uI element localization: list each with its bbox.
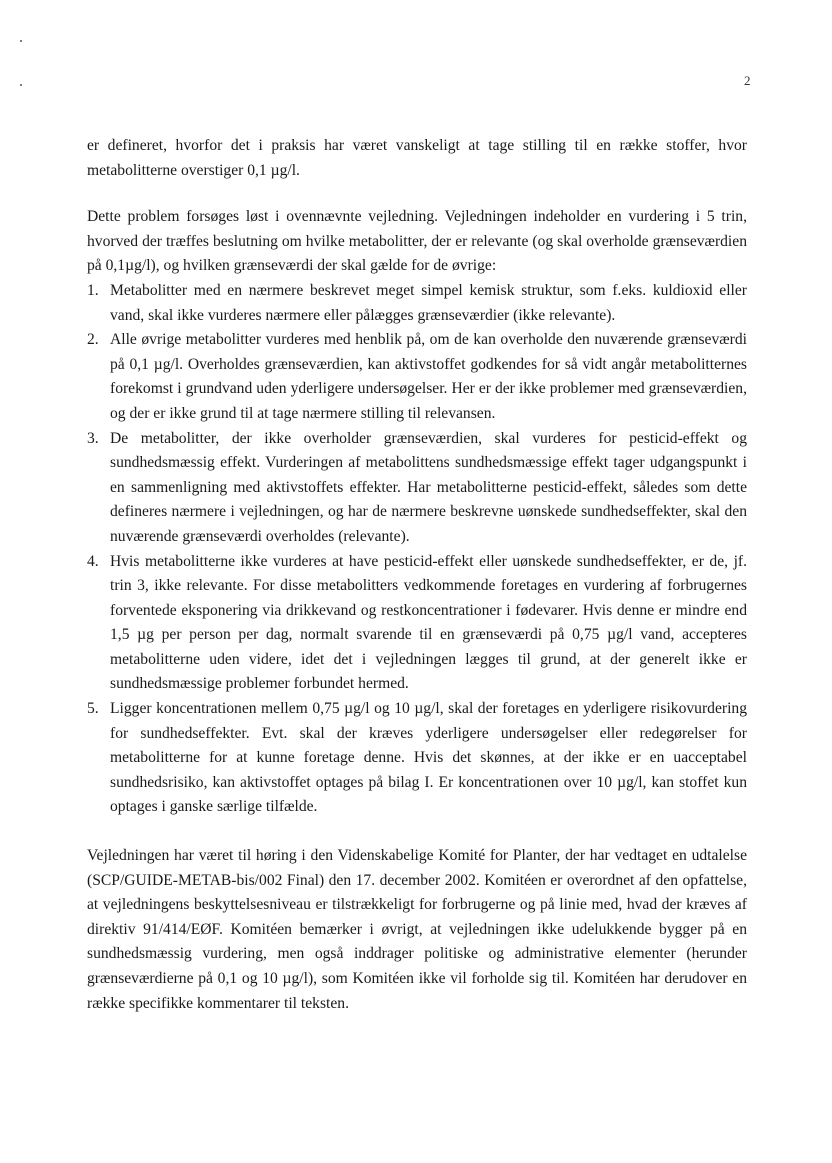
step-number: 4. (87, 552, 99, 570)
document-body (87, 134, 747, 1016)
step-number: 3. (87, 429, 99, 447)
list-item-step-1 (87, 279, 747, 328)
scan-speck-middle (20, 84, 22, 86)
step-text: Alle øvrige metabolitter vurderes med henblik på, om de kan overholde den nuværende grænseværdi på 0,1 µg/l. Overholdes grænseværdien, kan aktivstoffet godkendes for så vidt angår metabolitternes forekomst i grundvand uden yderligere undersøgelser. Her er der ikke problemer med grænseværdien, og der er ikke grund til at tage nærmere stilling til relevansen. (110, 331, 747, 422)
step-text: Ligger koncentrationen mellem 0,75 µg/l og 10 µg/l, skal der foretages en yderligere risikovurdering for sundhedseffekter. Evt. skal der kræves yderligere undersøgelser eller redegørelser for metabolitterne for at kunne foretage denne. Hvis det skønnes, at der ikke er en uacceptabel sundhedsrisiko, kan aktivstoffet optages på bilag I. Er koncentrationen over 10 µg/l, kan stoffet kun optages i ganske særlige tilfælde. (110, 700, 747, 816)
page-number: 2 (744, 73, 751, 88)
intro-continuation-paragraph: er defineret, hvorfor det i praksis har været vanskeligt at tage stilling til en række stoffer, hvor metabolitterne overstiger 0,1 µg/l. (87, 137, 747, 179)
step-text: De metabolitter, der ikke overholder grænseværdien, skal vurderes for pesticid-effekt og sundhedsmæssig effekt. Vurderingen af metabolittens sundhedsmæssige effekt tager udgangspunkt i en sammenligning med aktivstoffets effekter. Har metabolitterne pesticid-effekt, således som dette defineres nærmere i vejledningen, og har de nærmere beskrevne uønskede sundhedseffekter, skal den nuværende grænseværdi overholdes (relevante). (110, 429, 747, 545)
step-text: Metabolitter med en nærmere beskrevet meget simpel kemisk struktur, som f.eks. kuldioxid eller vand, skal ikke vurderes nærmere eller pålægges grænseværdier (ikke relevante). (110, 281, 747, 324)
step-number: 2. (87, 331, 99, 349)
step-number: 5. (87, 700, 99, 718)
list-item-step-3 (87, 427, 747, 550)
list-item-step-5 (87, 697, 747, 820)
problem-paragraph: Dette problem forsøges løst i ovennævnte vejledning. Vejledningen indeholder en vurdering i 5 trin, hvorved der træffes beslutning om hvilke metabolitter, der er relevante (og skal overholde grænseværdien på 0,1µg/l), og hvilken grænseværdi der skal gælde for de øvrige: (87, 208, 747, 275)
scan-speck-top (20, 40, 22, 42)
committee-paragraph: Vejledningen har været til høring i den Videnskabelige Komité for Planter, der har vedtaget en udtalelse (SCP/GUIDE-METAB-bis/002 Final) den 17. december 2002. Komitéen er overordnet af den opfattelse, at vejledningens beskyttelsesniveau er tilstrækkeligt for forbrugerne og på linie med, hvad der kræves af direktiv 91/414/EØF. Komitéen bemærker i øvrigt, at vejledningen ikke udelukkende bygger på en sundhedsmæssig vurdering, men også inddrager politiske og administrative elementer (herunder grænseværdierne på 0,1 og 10 µg/l), som Komitéen ikke vil forholde sig til. Komitéen har derudover en række specifikke kommentarer til teksten. (87, 847, 747, 1012)
step-number: 1. (87, 281, 99, 299)
assessment-steps-list (87, 279, 747, 820)
list-item-step-2 (87, 328, 747, 426)
step-text: Hvis metabolitterne ikke vurderes at have pesticid-effekt eller uønskede sundhedseffekter, er de, jf. trin 3, ikke relevante. For disse metabolitters vedkommende foretages en vurdering af forbrugernes forventede eksponering via drikkevand og restkoncentrationer i fødevarer. Hvis denne er mindre end 1,5 µg per person per dag, normalt svarende til en grænseværdi på 0,75 µg/l vand, accepteres metabolitterne uden videre, idet det i vejledningen lægges til grund, at der generelt ikke er sundhedsmæssige problemer forbundet hermed. (110, 552, 747, 693)
list-item-step-4 (87, 550, 747, 698)
